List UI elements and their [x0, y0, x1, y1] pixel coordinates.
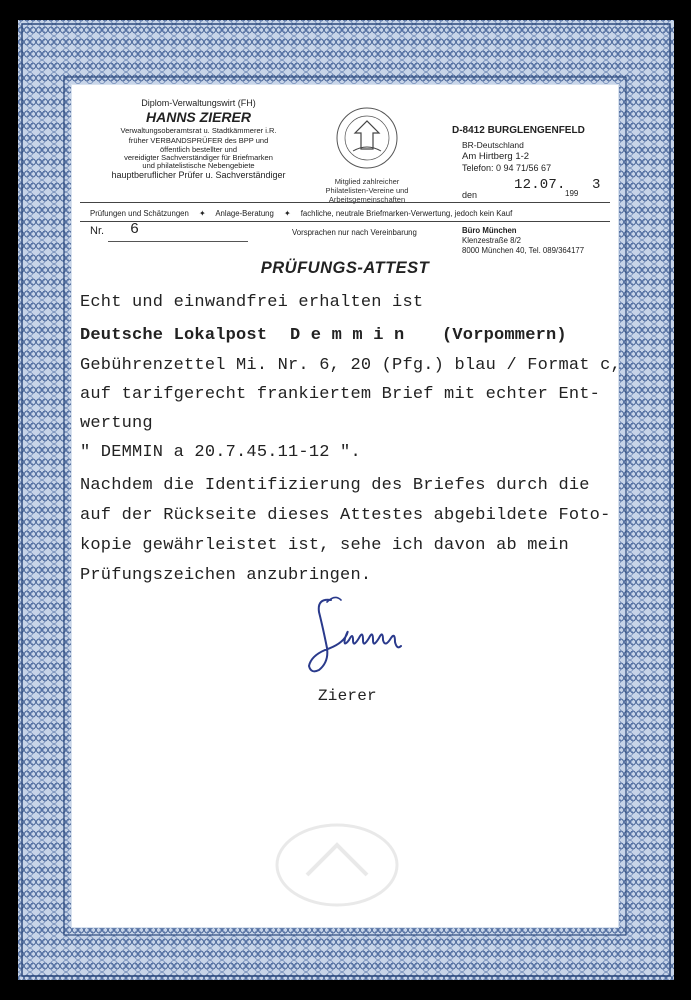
member-line-2: Philatelisten-Vereine und — [325, 186, 409, 195]
bullet-separator: ✦ — [284, 209, 291, 218]
title-line-3: öffentlich bestellter und — [160, 145, 237, 154]
show-through-stamp-icon — [267, 815, 407, 915]
body-line-1: Echt und einwandfrei erhalten ist — [80, 293, 424, 312]
number-label: Nr. — [90, 225, 105, 237]
body-line-10: Prüfungszeichen anzubringen. — [80, 566, 372, 585]
title-line-6: hauptberuflicher Prüfer u. Sachverständiger — [111, 170, 286, 180]
title-line-2: früher VERBANDSPRÜFER des BPP und — [128, 136, 269, 145]
body-line-9: kopie gewährleistet ist, sehe ich davon ab mein — [80, 536, 569, 555]
office-street: Klenzestraße 8/2 — [462, 236, 521, 245]
body-line-6: " DEMMIN a 20.7.45.11-12 ". — [80, 443, 361, 462]
office-city-phone: 8000 München 40, Tel. 089/364177 — [462, 246, 585, 255]
service-examinations: Prüfungen und Schätzungen — [90, 209, 189, 218]
degree-line: Diplom-Verwaltungswirt (FH) — [141, 98, 256, 108]
signature-name: Zierer — [318, 687, 377, 705]
member-line-1: Mitglied zahlreicher — [334, 177, 400, 186]
header-rule-bottom — [80, 221, 610, 222]
number-underline — [108, 241, 248, 242]
year-digit: 3 — [592, 177, 601, 193]
street-line: Am Hirtberg 1-2 — [462, 151, 530, 162]
handwritten-signature — [297, 590, 417, 680]
header-rule-top — [80, 202, 610, 203]
year-printed: 199 — [565, 189, 579, 198]
body-line-7: Nachdem die Identifizierung des Briefes durch die — [80, 476, 590, 495]
title-line-1: Verwaltungsoberamtsrat u. Stadtkämmerer i.R. — [120, 126, 277, 135]
phone-line: Telefon: 0 94 71/56 67 — [462, 163, 552, 173]
body-line-4: auf tarifgerecht frankiertem Brief mit echter Ent- — [80, 385, 601, 404]
body-line-3: Gebührenzettel Mi. Nr. 6, 20 (Pfg.) blau / Format c, — [80, 356, 621, 375]
body-line-2a: Deutsche Lokalpost — [80, 326, 268, 345]
country-line: BR-Deutschland — [462, 140, 524, 150]
bullet-separator: ✦ — [199, 209, 206, 218]
body-line-2b: D e m m i n — [290, 326, 405, 345]
services-line — [90, 209, 512, 218]
body-line-5: wertung — [80, 414, 153, 433]
office-address — [462, 226, 584, 256]
attest-title: PRÜFUNGS-ATTEST — [260, 259, 430, 277]
member-line-3: Arbeitsgemeinschaften — [328, 195, 406, 204]
city-line: D-8412 BURGLENGENFELD — [452, 125, 585, 136]
service-valuation: fachliche, neutrale Briefmarken-Verwertung, jedoch kein Kauf — [300, 209, 513, 218]
date-handwritten: 12.07. — [514, 177, 566, 193]
issuer-name: HANNS ZIERER — [145, 109, 251, 125]
appointment-note: Vorsprachen nur nach Vereinbarung — [292, 228, 417, 237]
date-prefix: den — [462, 190, 478, 200]
body-line-2c: (Vorpommern) — [442, 326, 567, 345]
body-line-8: auf der Rückseite dieses Attestes abgebildete Foto- — [80, 506, 611, 525]
membership-note — [312, 177, 422, 204]
service-advice: Anlage-Beratung — [215, 209, 274, 218]
title-line-5: und philatelistische Nebengebiete — [142, 161, 255, 170]
office-title: Büro München — [462, 226, 517, 235]
header-left — [76, 98, 321, 180]
title-line-4: vereidigter Sachverständiger für Briefmarken — [124, 153, 273, 162]
number-value: 6 — [130, 221, 140, 238]
association-seal — [327, 103, 407, 173]
certificate-paper — [72, 85, 621, 927]
